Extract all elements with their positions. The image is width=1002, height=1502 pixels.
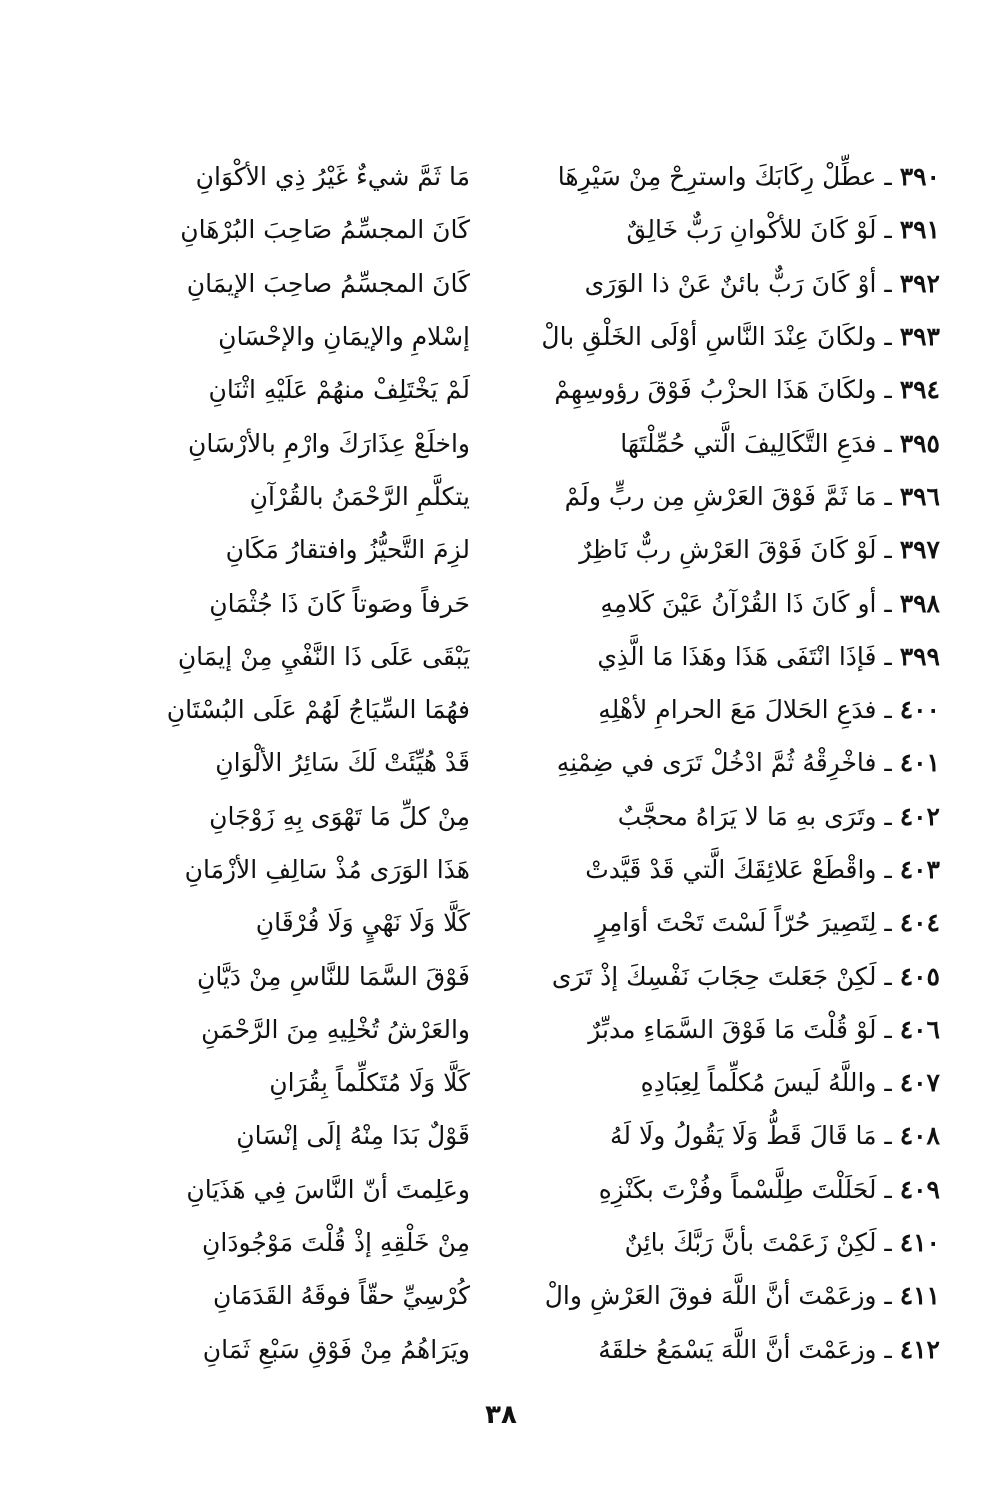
verse-number-separator: ـ — [876, 375, 900, 405]
verse-line — [50, 576, 940, 629]
second-hemistich: كَلَّا وَلَا نَهْيٍ وَلَا فُرْقَانِ — [255, 908, 470, 938]
verse-number-separator: ـ — [876, 961, 900, 991]
verse-number: ٣٩٨ — [899, 588, 940, 618]
verse-number-separator: ـ — [876, 1174, 900, 1204]
first-hemistich-text: فدَعِ الحَلالَ مَعَ الحرامِ لأهْلِهِ — [598, 695, 877, 725]
first-hemistich — [485, 950, 940, 1003]
first-hemistich — [485, 736, 940, 789]
first-hemistich — [485, 470, 940, 523]
second-hemistich: حَرفاً وصَوتاً كَانَ ذَا جُثْمَانِ — [209, 588, 470, 618]
verse-line — [50, 203, 940, 256]
verse-line — [50, 523, 940, 576]
verse-line — [50, 1109, 940, 1162]
verse-number-separator: ـ — [876, 215, 900, 245]
first-hemistich-text: فاخْرِقْهُ ثُمَّ ادْخُلْ تَرَى في ضِمْنِهِ — [556, 748, 877, 778]
verse-number: ٣٩٧ — [899, 535, 940, 565]
second-hemistich: واخلَعْ عِذَارَكَ وارْمِ بالأرْسَانِ — [188, 428, 470, 458]
verse-number: ٤٠٦ — [899, 1014, 940, 1044]
verse-line — [50, 1269, 940, 1322]
verse-number-separator: ـ — [876, 481, 900, 511]
verse-line — [50, 1216, 940, 1269]
first-hemistich — [485, 790, 940, 843]
second-hemistich: يتكلَّمِ الرَّحْمَنُ بالقُرْآنِ — [249, 481, 470, 511]
first-hemistich — [485, 843, 940, 896]
first-hemistich — [485, 257, 940, 310]
first-hemistich-text: أو كَانَ ذَا القُرْآنُ عَيْنَ كَلامِهِ — [600, 588, 877, 618]
first-hemistich — [485, 1003, 940, 1056]
first-hemistich-text: لِتَصِيرَ حُرّاً لَسْتَ تَحْتَ أوَامِرٍ — [595, 908, 877, 938]
verse-line — [50, 470, 940, 523]
verse-line — [50, 1163, 940, 1216]
first-hemistich-text: لَحَلَلْتَ طِلَّسْماً وفُزْتَ بكَنْزِهِ — [598, 1174, 877, 1204]
first-hemistich — [485, 310, 940, 363]
first-hemistich — [485, 1109, 940, 1162]
second-hemistich: كَلَّا وَلَا مُتَكلِّماً بِقُرَانِ — [269, 1068, 470, 1098]
first-hemistich-text: لَكِنْ جَعَلتَ حِجَابَ نَفْسِكَ إذْ تَرَى — [551, 961, 877, 991]
verse-number-separator: ـ — [876, 268, 900, 298]
second-hemistich: يَبْقَى عَلَى ذَا النَّفْيِ مِنْ إيمَانِ — [177, 641, 470, 671]
first-hemistich-text: وزعَمْتَ أنَّ اللَّهَ يَسْمَعُ خلقَهُ — [598, 1334, 877, 1364]
first-hemistich-text: لَوْ كَانَ للأكْوانِ رَبٌّ خَالِقٌ — [626, 215, 877, 245]
second-hemistich: إسْلامِ والإيمَانِ والإحْسَانِ — [218, 322, 470, 352]
page-number: ٣٨ — [485, 1400, 517, 1430]
verse-number-separator: ـ — [876, 162, 900, 192]
first-hemistich-text: وزعَمْتَ أنَّ اللَّهَ فوقَ العَرْشِ والْ — [544, 1281, 877, 1311]
verse-line — [50, 683, 940, 736]
first-hemistich-text: وتَرَى بهِ مَا لا يَرَاهُ محجَّبٌ — [617, 801, 877, 831]
verse-number: ٣٩٢ — [899, 268, 940, 298]
second-hemistich: فَوْقَ السَّمَا للنَّاسِ مِنْ دَيَّانِ — [196, 961, 470, 991]
first-hemistich — [485, 1323, 940, 1376]
verse-number-separator: ـ — [876, 695, 900, 725]
verse-line — [50, 1056, 940, 1109]
first-hemistich-text: ولكَانَ هَذَا الحزْبُ فَوْقَ رؤوسِهِمْ — [554, 375, 877, 405]
first-hemistich — [485, 203, 940, 256]
verse-number-separator: ـ — [876, 322, 900, 352]
first-hemistich — [485, 1216, 940, 1269]
first-hemistich — [485, 1269, 940, 1322]
first-hemistich — [485, 150, 940, 203]
first-hemistich-text: عطِّلْ رِكَابَكَ واسترِحْ مِنْ سَيْرِهَا — [557, 162, 877, 192]
verse-number-separator: ـ — [876, 1281, 900, 1311]
second-hemistich: قَدْ هُيِّئَتْ لَكَ سَائِرُ الألْوَانِ — [215, 748, 470, 778]
first-hemistich — [485, 630, 940, 683]
verse-line — [50, 843, 940, 896]
first-hemistich-text: مَا ثَمَّ فَوْقَ العَرْشِ مِن ربٍّ ولَمْ — [564, 481, 877, 511]
second-hemistich: فهُمَا السِّيَاجُ لَهُمْ عَلَى البُسْتَانِ — [166, 695, 470, 725]
verse-list — [50, 150, 940, 1376]
first-hemistich — [485, 523, 940, 576]
second-hemistich: مِنْ خَلْقِهِ إذْ قُلْتَ مَوْجُودَانِ — [202, 1228, 470, 1258]
verse-number: ٤٠٥ — [899, 961, 940, 991]
second-hemistich: مَا ثَمَّ شيءٌ غَيْرُ ذِي الأكْوَانِ — [195, 162, 470, 192]
second-hemistich: هَذَا الوَرَى مُذْ سَالِفِ الأزْمَانِ — [184, 855, 470, 884]
verse-line — [50, 363, 940, 416]
verse-line — [50, 736, 940, 789]
verse-number-separator: ـ — [876, 535, 900, 565]
verse-line — [50, 1003, 940, 1056]
first-hemistich — [485, 683, 940, 736]
second-hemistich: كَانَ المجسِّمُ صَاحِبَ البُرْهَانِ — [180, 215, 470, 245]
verse-number-separator: ـ — [876, 1228, 900, 1258]
first-hemistich — [485, 1163, 940, 1216]
verse-line — [50, 150, 940, 203]
verse-number-separator: ـ — [876, 1068, 900, 1098]
second-hemistich: والعَرْشُ تُخْلِيهِ مِنَ الرَّحْمَنِ — [201, 1014, 470, 1044]
verse-number: ٤٠٩ — [899, 1174, 940, 1204]
first-hemistich-text: لَوْ كَانَ فَوْقَ العَرْشِ ربٌّ نَاظِرٌ — [579, 535, 877, 565]
first-hemistich — [485, 417, 940, 470]
first-hemistich-text: أوْ كَانَ رَبٌّ بائنٌ عَنْ ذا الوَرَى — [584, 268, 877, 298]
verse-number-separator: ـ — [876, 855, 900, 884]
verse-number: ٣٩٣ — [899, 322, 940, 352]
first-hemistich — [485, 1056, 940, 1109]
verse-number: ٤١٠ — [899, 1228, 940, 1258]
first-hemistich-text: مَا قَالَ قَطُّ وَلَا يَقُولُ ولَا لَهُ — [610, 1121, 877, 1151]
verse-number: ٣٩٤ — [899, 375, 940, 405]
first-hemistich — [485, 896, 940, 949]
verse-number-separator: ـ — [876, 428, 900, 458]
second-hemistich: مِنْ كلِّ مَا تَهْوَى بِهِ زَوْجَانِ — [209, 801, 470, 831]
verse-line — [50, 790, 940, 843]
second-hemistich: لزِمَ التَّحيُّزُ وافتقارُ مَكَانِ — [225, 535, 470, 565]
verse-line — [50, 310, 940, 363]
verse-line — [50, 416, 940, 469]
first-hemistich-text: واللَّهُ لَيسَ مُكلِّماً لِعِبَادِهِ — [640, 1068, 877, 1098]
verse-number: ٤٠٤ — [899, 908, 940, 938]
first-hemistich-text: لَوْ قُلْتَ مَا فَوْقَ السَّمَاءِ مدبِّرٌ — [588, 1014, 877, 1044]
verse-line — [50, 257, 940, 310]
verse-number: ٤٠٧ — [899, 1068, 940, 1098]
second-hemistich: كُرْسِيِّ حقّاً فوقَهُ القَدَمَانِ — [213, 1281, 470, 1311]
verse-number-separator: ـ — [876, 1334, 900, 1364]
second-hemistich: ويَرَاهُمُ مِنْ فَوْقِ سَبْعِ ثَمَانِ — [202, 1334, 470, 1364]
verse-line — [50, 896, 940, 949]
verse-number-separator: ـ — [876, 588, 900, 618]
verse-number-separator: ـ — [876, 1014, 900, 1044]
verse-number-separator: ـ — [876, 748, 900, 778]
verse-number-separator: ـ — [876, 908, 900, 938]
first-hemistich-text: ولكَانَ عِنْدَ النَّاسِ أوْلَى الخَلْقِ بالْ — [541, 322, 877, 352]
verse-number-separator: ـ — [876, 641, 900, 671]
second-hemistich: وعَلِمتَ أنّ النَّاسَ فِي هَذَيَانِ — [186, 1174, 470, 1204]
verse-line — [50, 949, 940, 1002]
verse-number: ٤١٢ — [899, 1334, 940, 1364]
verse-number-separator: ـ — [876, 1121, 900, 1151]
verse-number: ٤٠٢ — [899, 801, 940, 831]
second-hemistich: كَانَ المجسِّمُ صاحِبَ الإيمَانِ — [186, 268, 470, 298]
verse-number: ٤٠٣ — [899, 855, 940, 884]
first-hemistich-text: واقْطَعْ عَلائِقَكَ الَّتي قَدْ قَيَّدتْ — [585, 855, 877, 884]
first-hemistich — [485, 577, 940, 630]
verse-number: ٤٠٨ — [899, 1121, 940, 1151]
verse-number: ٤٠٠ — [899, 695, 940, 725]
verse-number-separator: ـ — [876, 801, 900, 831]
first-hemistich-text: فدَعِ التَّكَالِيفَ الَّتي حُمِّلْتَهَا — [620, 428, 877, 458]
verse-number: ٣٩٠ — [899, 162, 940, 192]
verse-line — [50, 630, 940, 683]
first-hemistich — [485, 363, 940, 416]
verse-number: ٤٠١ — [899, 748, 940, 778]
verse-line — [50, 1323, 940, 1376]
verse-number: ٣٩٥ — [899, 428, 940, 458]
first-hemistich-text: فَإذَا انْتَفَى هَذَا وهَذَا مَا الَّذِي — [597, 641, 877, 671]
verse-number: ٣٩١ — [899, 215, 940, 245]
verse-number: ٣٩٩ — [899, 641, 940, 671]
second-hemistich: قَوْلٌ بَدَا مِنْهُ إلَى إنْسَانِ — [236, 1121, 470, 1151]
first-hemistich-text: لَكِنْ زَعَمْتَ بأنَّ رَبَّكَ بائِنٌ — [624, 1228, 877, 1258]
second-hemistich: لَمْ يَخْتَلِفْ منهُمْ عَلَيْهِ اثْنَانِ — [208, 375, 470, 405]
verse-number: ٤١١ — [899, 1281, 940, 1311]
verse-number: ٣٩٦ — [899, 481, 940, 511]
